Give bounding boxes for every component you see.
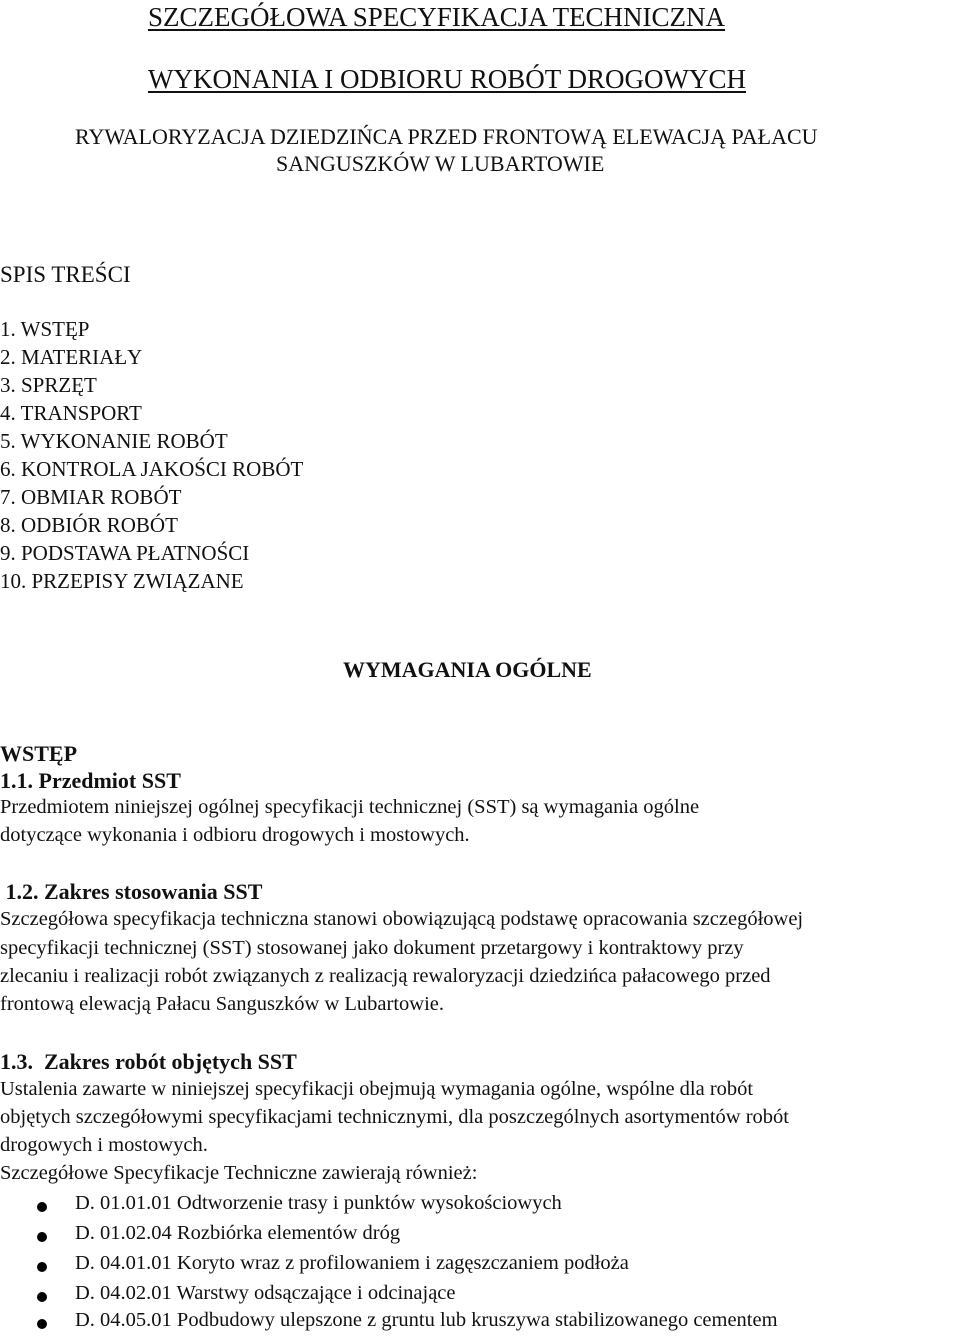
paragraph-line: Szczegółowa specyfikacja techniczna stanowi obowiązującą podstawę opracowania szczegółowej [0, 908, 804, 930]
list-item [0, 1192, 960, 1222]
paragraph-line: Przedmiotem niniejszej ogólnej specyfikacji technicznej (SST) są wymagania ogólne [0, 796, 700, 818]
toc-item: 8. ODBIÓR ROBÓT [0, 513, 178, 537]
paragraph-line: Ustalenia zawarte w niniejszej specyfikacji obejmują wymagania ogólne, wspólne dla robót [0, 1078, 754, 1100]
toc-item: 6. KONTROLA JAKOŚCI ROBÓT [0, 457, 304, 481]
toc-item: 4. TRANSPORT [0, 401, 142, 425]
list-item-text: D. 04.01.01 Koryto wraz z profilowaniem i zagęszczaniem podłoża [75, 1252, 629, 1274]
section-heading: 1.2. Zakres stosowania SST [0, 879, 263, 904]
paragraph-line: zlecaniu i realizacji robót związanych z realizacją rewaloryzacji dziedzińca pałacowego przed [0, 965, 771, 987]
toc-item: 2. MATERIAŁY [0, 345, 143, 369]
toc-item: 1. WSTĘP [0, 317, 90, 341]
paragraph-line: objętych szczegółowymi specyfikacjami technicznymi, dla poszczególnych asortymentów robót [0, 1106, 789, 1128]
list-item-text: D. 04.02.01 Warstwy odsączające i odcinające [75, 1282, 456, 1304]
document-subtitle-line-1: RYWALORYZACJA DZIEDZIŃCA PRZED FRONTOWĄ ELEWACJĄ PAŁACU [75, 124, 818, 149]
section-heading: 1.1. Przedmiot SST [0, 768, 181, 793]
list-item-text: D. 01.02.04 Rozbiórka elementów dróg [75, 1222, 401, 1244]
intro-heading: WSTĘP [0, 741, 78, 766]
list-item-text: D. 04.05.01 Podbudowy ulepszone z gruntu lub kruszywa stabilizowanego cementem [75, 1309, 778, 1331]
bullet-icon [37, 1262, 47, 1272]
toc-item: 10. PRZEPISY ZWIĄZANE [0, 569, 244, 593]
toc-item: 5. WYKONANIE ROBÓT [0, 429, 228, 453]
toc-item: 9. PODSTAWA PŁATNOŚCI [0, 541, 250, 565]
paragraph-line: Szczegółowe Specyfikacje Techniczne zawierają również: [0, 1162, 478, 1184]
bullet-icon [37, 1292, 47, 1302]
paragraph-line: drogowych i mostowych. [0, 1134, 208, 1156]
list-item-text: D. 01.01.01 Odtworzenie trasy i punktów wysokościowych [75, 1192, 562, 1214]
paragraph-line: dotyczące wykonania i odbioru drogowych i mostowych. [0, 824, 470, 846]
list-item [0, 1282, 960, 1312]
toc-item: 7. OBMIAR ROBÓT [0, 485, 182, 509]
bullet-icon [37, 1202, 47, 1212]
paragraph-line: specyfikacji technicznej (SST) stosowanej jako dokument przetargowy i kontraktowy przy [0, 937, 744, 959]
section-heading: 1.3. Zakres robót objętych SST [0, 1049, 297, 1074]
list-item [0, 1252, 960, 1282]
toc-item: 3. SPRZĘT [0, 373, 97, 397]
bullet-icon [37, 1319, 47, 1329]
list-item [0, 1222, 960, 1252]
toc-heading: SPIS TREŚCI [0, 262, 131, 287]
document-title-line-1: SZCZEGÓŁOWA SPECYFIKACJA TECHNICZNA [148, 2, 726, 32]
list-item [0, 1309, 960, 1339]
paragraph-line: frontową elewacją Pałacu Sanguszków w Lubartowie. [0, 993, 445, 1015]
document-title-line-2: WYKONANIA I ODBIORU ROBÓT DROGOWYCH [148, 64, 746, 94]
general-requirements-heading: WYMAGANIA OGÓLNE [343, 657, 592, 682]
document-subtitle-line-2: SANGUSZKÓW W LUBARTOWIE [276, 151, 605, 176]
bullet-icon [37, 1232, 47, 1242]
